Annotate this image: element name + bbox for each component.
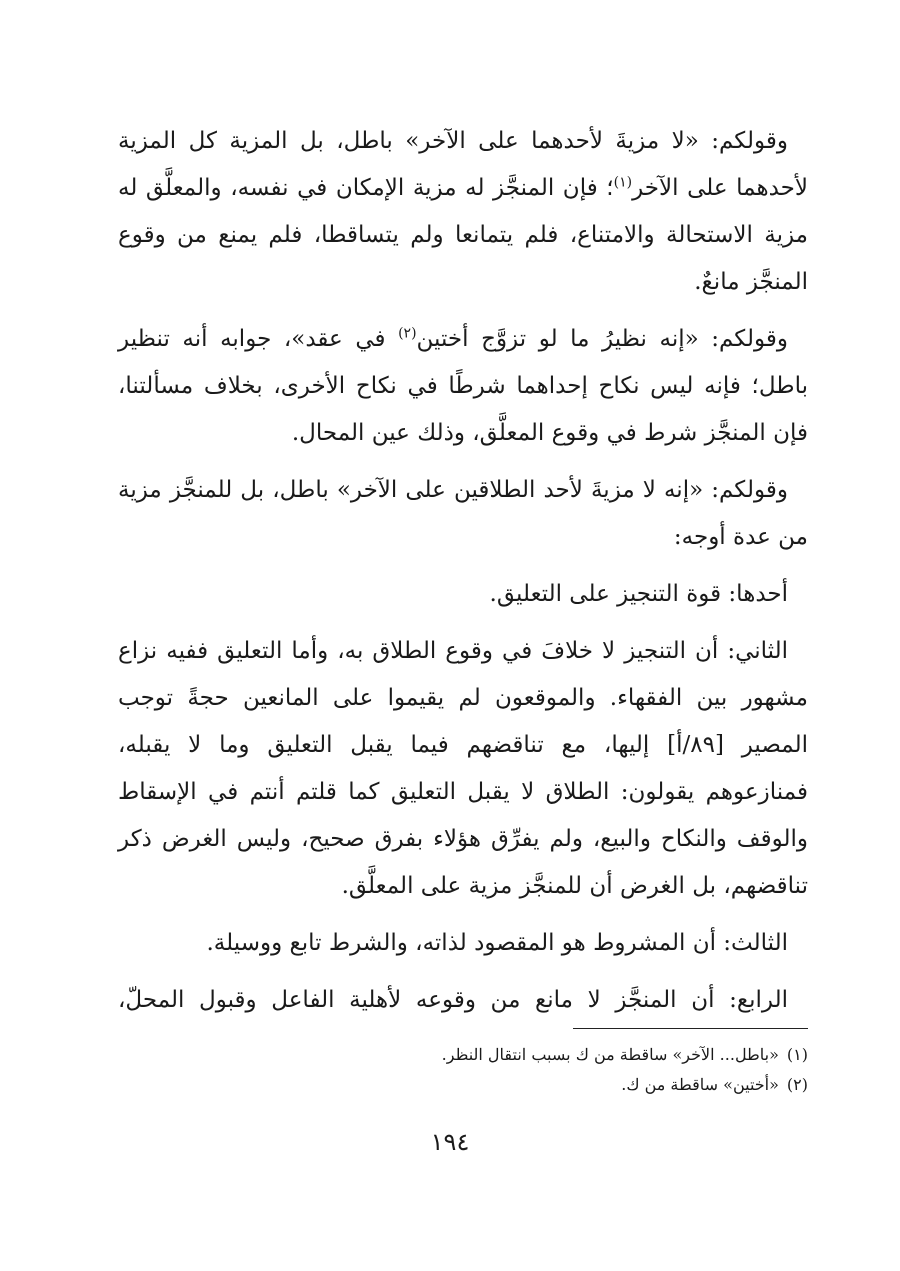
paragraph-7: الرابع: أن المنجَّز لا مانع من وقوعه لأهلية الفاعل وقبول المحلّ، <box>118 987 788 1013</box>
page-number: ١٩٤ <box>430 1128 470 1156</box>
footnotes <box>208 1040 808 1100</box>
footnote-1-number: (١) <box>786 1045 808 1064</box>
main-text <box>118 118 808 1034</box>
footnote-ref-1: (١) <box>613 174 633 191</box>
footnote-2-number: (٢) <box>786 1075 808 1094</box>
footnote-separator <box>573 1028 808 1029</box>
footnote-1-text: «باطل... الآخر» ساقطة من ك بسبب انتقال النظر. <box>441 1045 779 1064</box>
paragraph-5: الثاني: أن التنجيز لا خلافَ في وقوع الطلاق به، وأما التعليق ففيه نزاع مشهور بين الفقهاء. والموقعون لم يقيموا على المانعين حجةً توجب المصير [٨٩/أ] إليها، مع تناقضهم فيما يقبل التعليق وما لا يقبله، فمنازعوهم يقولون: الطلاق لا يقبل التعليق كما قلتم أنتم في الإسقاط والوقف والنكاح والبيع، ولم يفرِّق هؤلاء بفرق صحيح، وليس الغرض ذكر تناقضهم، بل الغرض أن للمنجَّز مزية على المعلَّق. <box>118 638 808 899</box>
footnote-2-text: «أختين» ساقطة من ك. <box>621 1075 779 1094</box>
paragraph-1 <box>118 118 808 306</box>
paragraph-1-text-a: وقولكم: «لا مزيةَ لأحدهما على الآخر» باطل، بل المزية كل المزية لأحدهما على الآخر <box>118 128 808 201</box>
paragraph-1-text-b: ؛ فإن المنجَّز له مزية الإمكان في نفسه، والمعلَّق له مزية الاستحالة والامتناع، فلم يتمانعا ولم يتساقطا، فلم يمنع من وقوع المنجَّز مانعٌ. <box>118 175 808 295</box>
paragraph-2-text-b: في عقد»، جوابه أنه تنظير باطل؛ فإنه ليس نكاح إحداهما شرطًا في نكاح الأخرى، بخلاف مسألتنا، فإن المنجَّز شرط في وقوع المعلَّق، وذلك عين المحال. <box>118 326 808 446</box>
paragraph-2 <box>118 316 808 457</box>
footnote-2 <box>208 1070 808 1100</box>
footnote-1 <box>208 1040 808 1070</box>
paragraph-2-text-a: وقولكم: «إنه نظيرُ ما لو تزوَّج أختين <box>416 326 788 352</box>
footnote-ref-2: (٢) <box>398 325 417 342</box>
paragraph-3: وقولكم: «إنه لا مزيةَ لأحد الطلاقين على الآخر» باطل، بل للمنجَّز مزية من عدة أوجه: <box>118 477 808 550</box>
paragraph-6: الثالث: أن المشروط هو المقصود لذاته، والشرط تابع ووسيلة. <box>206 930 788 956</box>
paragraph-4: أحدها: قوة التنجيز على التعليق. <box>489 581 788 607</box>
